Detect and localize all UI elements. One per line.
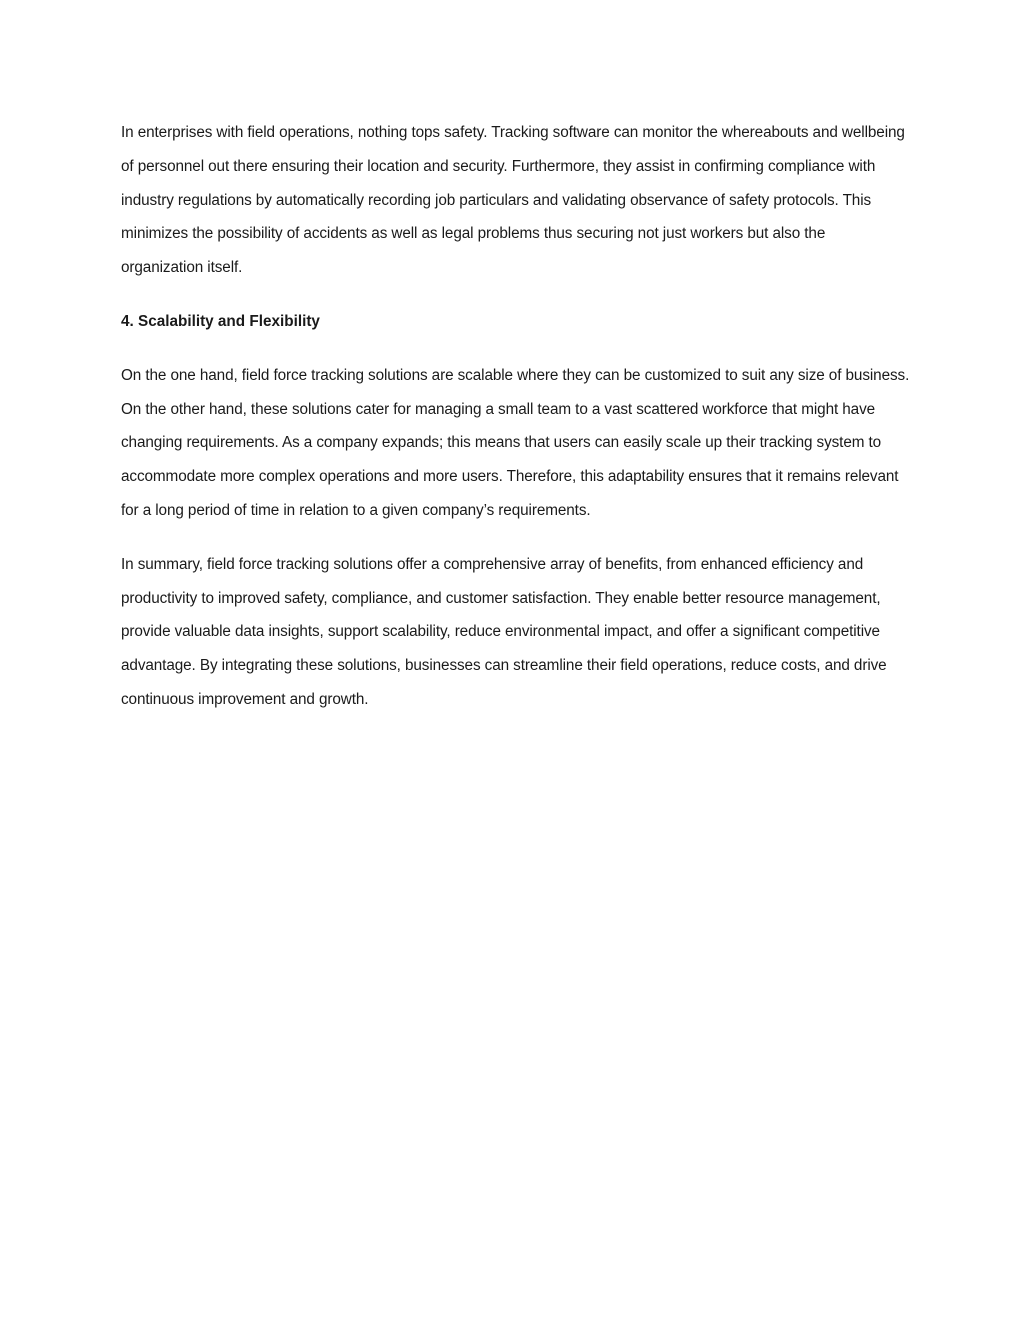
paragraph-summary: In summary, field force tracking solutions offer a comprehensive array of benefits, from enhanced efficiency and productivity to improved safety, compliance, and customer satisfaction. They enable better resource management, provide valuable data insights, support scalability, reduce environmental impact, and offer a significant competitive advantage. By integrating these solutions, businesses can streamline their field operations, reduce costs, and drive continuous improvement and growth. — [121, 555, 887, 708]
section-heading: 4. Scalability and Flexibility — [121, 312, 320, 330]
paragraph-scalability: On the one hand, field force tracking solutions are scalable where they can be customized to suit any size of business. On the other hand, these solutions cater for managing a small team to a vast scattered workforce that might have changing requirements. As a company expands; this means that users can easily scale up their tracking system to accommodate more complex operations and more users. Therefore, this adaptability ensures that it remains relevant for a long period of time in relation to a given company’s requirements. — [121, 366, 910, 519]
paragraph-safety: In enterprises with field operations, nothing tops safety. Tracking software can monitor the whereabouts and wellbeing of personnel out there ensuring their location and security. Furthermore, they assist in confirming compliance with industry regulations by automatically recording job particulars and validating observance of safety protocols. This minimizes the possibility of accidents as well as legal problems thus securing not just workers but also the organization itself. — [121, 124, 905, 277]
document-body — [121, 116, 911, 737]
